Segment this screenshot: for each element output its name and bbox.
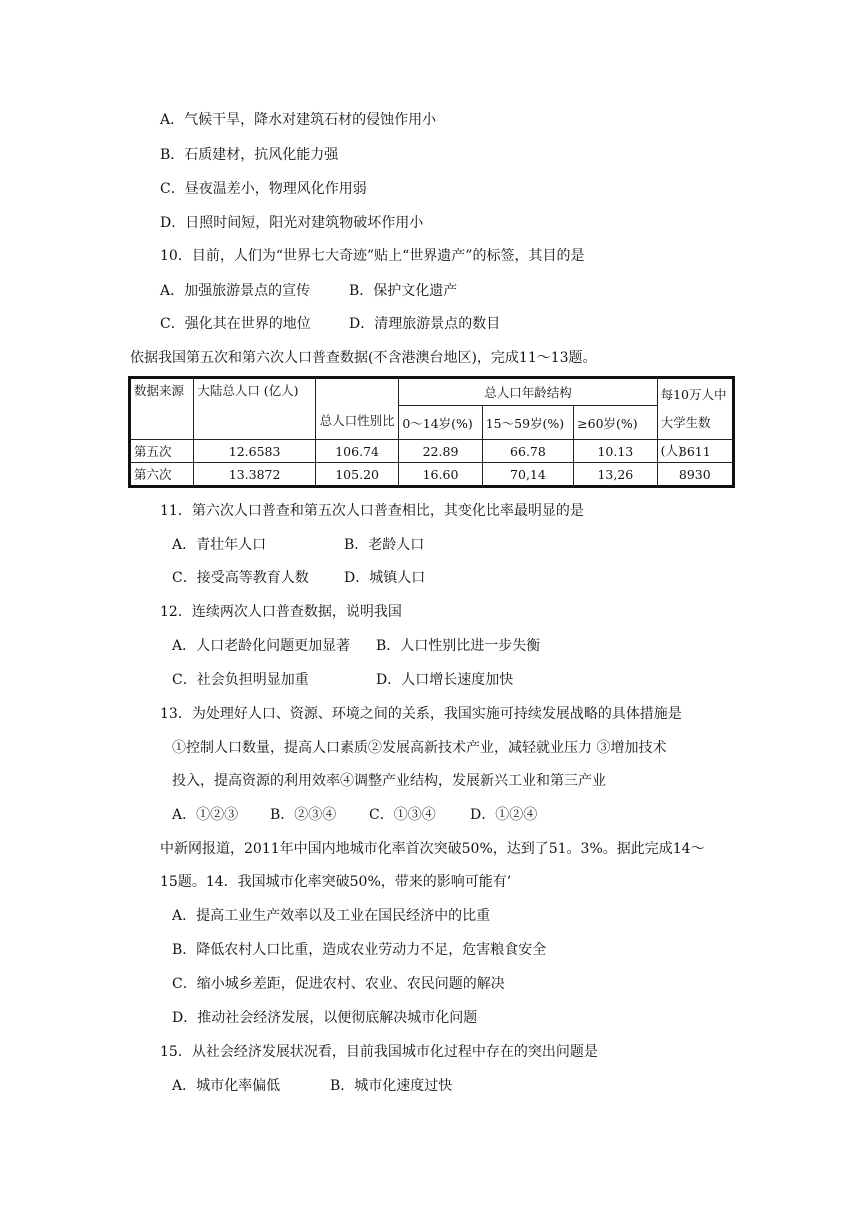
q13-option-d: D．①②④: [470, 807, 538, 823]
q9-option-c: C．昼夜温差小，物理风化作用弱: [160, 181, 367, 197]
q13-statement-line-2: 投入，提高资源的利用效率④调整产业结构，发展新兴工业和第三产业: [172, 773, 606, 789]
header-university-line1: 每10万人中: [660, 387, 727, 402]
q12-option-a: A．人口老龄化问题更加显著: [172, 638, 351, 654]
row-ratio: 105.20: [315, 463, 398, 487]
q11-option-d: D．城镇人口: [344, 570, 426, 586]
q14-option-c: C．缩小城乡差距，促进农村、农业、农民问题的解决: [172, 976, 505, 992]
q14-option-a: A．提高工业生产效率以及工业在国民经济中的比重: [172, 908, 491, 924]
q13-statement-line-1: ①控制人口数量，提高人口素质②发展高新技术产业，减轻就业压力 ③增加技术: [172, 740, 667, 756]
q10-stem: 10．目前，人们为“世界七大奇迹”贴上“世界遗产”的标签，其目的是: [160, 248, 585, 264]
table-row: [130, 463, 734, 487]
row-source: 第五次: [130, 440, 194, 463]
header-age-15-59: 15～59岁(%): [482, 406, 573, 440]
q14-option-d: D．推动社会经济发展，以便彻底解决城市化问题: [172, 1010, 478, 1026]
header-sex-ratio: 总人口性别比: [315, 378, 398, 440]
intro-14-15-line-1: 中新网报道，2011年中国内地城市化率首次突破50%，达到了51。3%。据此完成14～: [160, 841, 705, 857]
row-age2: 70,14: [482, 463, 573, 487]
row-univ: 8930: [657, 463, 733, 487]
q12-option-d: D．人口增长速度加快: [376, 672, 514, 688]
q15-stem: 15．从社会经济发展状况看，目前我国城市化过程中存在的突出问题是: [160, 1044, 598, 1060]
row-age3: 13,26: [574, 463, 657, 487]
row-age2: 66.78: [482, 440, 573, 463]
header-data-source: 数据来源: [130, 378, 194, 440]
q12-option-c: C．社会负担明显加重: [172, 672, 309, 688]
q13-stem: 13．为处理好人口、资源、环境之间的关系，我国实施可持续发展战略的具体措施是: [160, 706, 682, 722]
row-age3: 10.13: [574, 440, 657, 463]
row-total: 12.6583: [194, 440, 316, 463]
q10-option-a: A．加强旅游景点的宣传: [160, 283, 311, 299]
table-row: [130, 440, 734, 463]
q13-option-b: B．②③④: [270, 807, 337, 823]
q9-option-a: A．气候干旱，降水对建筑石材的侵蚀作用小: [160, 112, 437, 128]
q15-option-b: B．城市化速度过快: [330, 1078, 453, 1094]
q11-option-b: B．老龄人口: [344, 537, 425, 553]
header-age-60-plus: ≥60岁(%): [574, 406, 657, 440]
q11-stem: 11．第六次人口普查和第五次人口普查相比，其变化比率最明显的是: [160, 503, 584, 519]
q14-option-b: B．降低农村人口比重，造成农业劳动力不足，危害粮食安全: [172, 942, 547, 958]
intro-11-13: 依据我国第五次和第六次人口普查数据(不含港澳台地区)，完成11～13题。: [130, 350, 597, 366]
q13-option-c: C．①③④: [369, 807, 436, 823]
q13-option-a: A．①②③: [172, 807, 239, 823]
q9-option-b: B．石质建材，抗风化能力强: [160, 147, 339, 163]
row-age1: 16.60: [399, 463, 482, 487]
header-age-structure: 总人口年龄结构: [399, 378, 657, 406]
row-univ: 3611: [657, 440, 733, 463]
row-age1: 22.89: [399, 440, 482, 463]
q11-option-a: A．青壮年人口: [172, 537, 267, 553]
header-age-0-14: 0～14岁(%): [399, 406, 482, 440]
intro-14-15-line-2: 15题。14．我国城市化率突破50%，带来的影响可能有’: [160, 874, 512, 890]
row-ratio: 106.74: [315, 440, 398, 463]
q11-option-c: C．接受高等教育人数: [172, 570, 309, 586]
q10-option-d: D．清理旅游景点的数目: [349, 316, 501, 332]
row-total: 13.3872: [194, 463, 316, 487]
q9-option-d: D．日照时间短，阳光对建筑物破坏作用小: [160, 215, 424, 231]
q10-option-c: C．强化其在世界的地位: [160, 316, 311, 332]
q12-option-b: B．人口性别比进一步失衡: [376, 638, 541, 654]
q10-option-b: B．保护文化遗产: [349, 283, 458, 299]
census-table: [128, 376, 735, 488]
header-total-population: 大陆总人口 (亿人): [194, 378, 316, 440]
row-source: 第六次: [130, 463, 194, 487]
q12-stem: 12．连续两次人口普查数据，说明我国: [160, 604, 402, 620]
header-university-line2: 大学生数(人): [660, 415, 711, 458]
q15-option-a: A．城市化率偏低: [172, 1078, 281, 1094]
